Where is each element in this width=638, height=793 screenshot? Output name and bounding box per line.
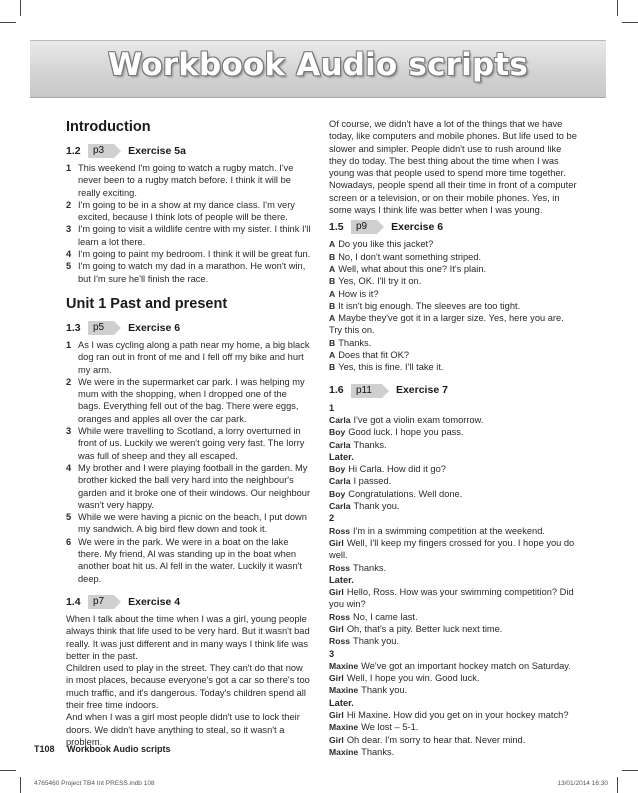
speaker-name: Ross: [329, 562, 351, 573]
speaker-name: Maxine: [329, 685, 359, 696]
exercise-header: [329, 384, 579, 398]
dialogue-divider: 2: [329, 513, 335, 524]
dialogue-text: Thanks.: [353, 562, 387, 573]
dialogue-divider: Later.: [329, 697, 354, 708]
exercise-1-4: [66, 595, 311, 748]
exercise-label: Exercise 6: [128, 321, 181, 334]
dialogue-line: [329, 300, 579, 312]
paragraph: Children used to play in the street. They can't do that now in most places, because everyone's got a car so there's too much traffic, and it's dangerous. Today's children spend all their free time indoors.: [66, 663, 310, 710]
speaker-name: Ross: [329, 525, 351, 536]
paragraph: And when I was a girl most people didn't use to lock their doors. We didn't have anything to steal, so it wasn't a problem.: [66, 712, 300, 747]
footer-section: Workbook Audio scripts: [67, 744, 171, 754]
dialogue-text: I passed.: [353, 476, 392, 487]
exercise-1-2: [66, 144, 311, 285]
slug-file: 4765460 Project TB4 Int PRESS.indb 108: [34, 780, 155, 787]
item-number: 3: [66, 426, 72, 437]
dialogue-text: Yes, OK. I'll try it on.: [338, 276, 422, 287]
page-tag: p11: [351, 384, 382, 398]
dialogue-text: I've got a violin exam tomorrow.: [353, 414, 484, 425]
dialogue-line: [329, 500, 579, 512]
speaker-name: Carla: [329, 476, 351, 487]
speaker-name: Maxine: [329, 746, 359, 757]
exercise-header: [66, 144, 311, 158]
speaker-name: A: [329, 350, 336, 361]
dialogue-text: We've got an important hockey match on Saturday.: [361, 660, 571, 671]
crop-mark: [617, 0, 618, 16]
dialogue-text: Maybe they've got it in a larger size. Yes, here you are. Try this on.: [329, 313, 564, 336]
item-number: 3: [66, 224, 72, 235]
dialogue-text: Good luck. I hope you pass.: [348, 427, 464, 438]
continued-paragraph: Of course, we didn't have a lot of the things that we have today, like computers and mobile phones. But life used to be slower and simpler. People didn't use to rush around like they do today. The best thing about the time when I was young was that people used to spend more time together. Nowadays, people spend all their time in front of a computer screen or a television, or on their mobile phones. Yes, in some ways I think life was better when I was young.: [329, 119, 577, 216]
slug-date: 13/01/2014 16:30: [557, 780, 608, 787]
speaker-name: Carla: [329, 501, 351, 512]
speaker-name: Girl: [329, 537, 344, 548]
track-number: 1.3: [66, 321, 81, 334]
speaker-name: Girl: [329, 710, 344, 721]
dialogue-text: Hi Carla. How did it go?: [348, 464, 446, 475]
track-number: 1.6: [329, 384, 344, 397]
dialogue-text: Hi Maxine. How did you get on in your hockey match?: [346, 710, 569, 721]
title-banner: [30, 40, 606, 98]
dialogue-text: No, I came last.: [353, 611, 418, 622]
dialogue-divider: Later.: [329, 574, 354, 585]
dialogue-line: [329, 288, 579, 300]
page-footer: [34, 744, 171, 754]
dialogue-text: Thank you.: [353, 636, 400, 647]
list-item: [66, 223, 311, 248]
left-column: [66, 118, 311, 758]
item-number: 6: [66, 536, 72, 547]
dialogue-text: Thank you.: [361, 685, 408, 696]
page-tag: p7: [88, 595, 114, 609]
dialogue-text: It isn't big enough. The sleeves are too tight.: [338, 300, 521, 311]
speaker-name: B: [329, 362, 336, 373]
dialogue-text: How is it?: [338, 288, 379, 299]
paragraph: When I talk about the time when I was a girl, young people always think that life used to be very hard. But it wasn't bad really. It was just different and in many ways I think life was better in the past.: [66, 613, 310, 661]
crop-mark: [0, 22, 16, 23]
speaker-name: Boy: [329, 427, 346, 438]
dialogue-line: [329, 349, 579, 361]
crop-mark: [0, 770, 16, 771]
dialogue-divider: 3: [329, 648, 335, 659]
dialogue-text: We lost – 5-1.: [361, 722, 419, 733]
page-number: T108: [34, 744, 55, 754]
dialogue-text: Oh dear. I'm sorry to hear that. Never mind.: [346, 734, 526, 745]
crop-mark: [20, 777, 21, 793]
exercise-label: Exercise 4: [128, 595, 181, 608]
speaker-name: A: [329, 263, 336, 274]
dialogue-text: Oh, that's a pity. Better luck next time.: [346, 623, 503, 634]
dialogue-line: [329, 414, 579, 426]
numbered-list: [66, 162, 311, 285]
list-item: [66, 339, 311, 376]
print-slug: [34, 780, 608, 787]
dialogue-text: Congratulations. Well done.: [348, 488, 463, 499]
list-item: [66, 199, 311, 224]
dialogue-text: Well, I hope you win. Good luck.: [346, 673, 480, 684]
exercise-label: Exercise 7: [395, 384, 448, 397]
list-item: [66, 162, 311, 199]
speaker-name: B: [329, 251, 336, 262]
dialogue-divider: 1: [329, 402, 335, 413]
dialogue-line: [329, 463, 579, 475]
dialogue-text: Thanks.: [338, 337, 372, 348]
dialogue-line: [329, 238, 579, 250]
track-number: 1.2: [66, 144, 81, 157]
speaker-name: Ross: [329, 636, 351, 647]
dialogue-line: [329, 263, 579, 275]
page-title: Workbook Audio scripts: [107, 47, 529, 83]
dialogue-text: Thank you.: [353, 501, 400, 512]
track-number: 1.5: [329, 221, 344, 234]
list-item: [66, 425, 311, 462]
dialogue-line: [329, 709, 579, 721]
speaker-name: Girl: [329, 623, 344, 634]
speaker-name: Boy: [329, 464, 346, 475]
list-item: [66, 462, 311, 511]
item-text: As I was cycling along a path near my home, a big black dog ran out in front of me and I fell off my bike and hurt my arm.: [78, 339, 310, 375]
list-item: [66, 260, 311, 285]
item-text: While we were having a picnic on the beach, I put down my sandwich. A big bird flew down and took it.: [78, 512, 307, 535]
speaker-name: Maxine: [329, 722, 359, 733]
list-item: [66, 536, 311, 585]
dialogue-line: [329, 275, 579, 287]
item-text: We were in the supermarket car park. I was helping my mum with the shopping, when I dropped one of the bags. Everything fell out of the bag. There were eggs, oranges and apples all over the car park.: [78, 376, 305, 424]
exercise-label: Exercise 5a: [128, 144, 186, 157]
crop-mark: [622, 22, 638, 23]
right-column: [329, 118, 579, 768]
dialogue-line: [329, 251, 579, 263]
item-text: My brother and I were playing football in the garden. My brother kicked the ball very hard into the neighbour's garden and it broke one of their windows. Our neighbour wasn't very happy.: [78, 462, 311, 510]
dialogue-line: [329, 475, 579, 487]
exercise-label: Exercise 6: [391, 221, 444, 234]
dialogue-text: No, I don't want something striped.: [338, 251, 482, 262]
page-tag: p5: [88, 321, 114, 335]
dialogue: [329, 402, 579, 759]
dialogue-text: Well, what about this one? It's plain.: [338, 263, 487, 274]
dialogue-line: [329, 312, 579, 337]
item-number: 2: [66, 376, 72, 387]
item-text: I'm going to watch my dad in a marathon. He won't win, but I'm sure he'll finish the race.: [78, 261, 306, 284]
page-tag: p3: [88, 144, 114, 158]
item-number: 5: [66, 261, 72, 272]
speaker-name: Girl: [329, 734, 344, 745]
speaker-name: Carla: [329, 439, 351, 450]
speaker-name: B: [329, 276, 336, 287]
crop-mark: [617, 777, 618, 793]
dialogue-line: [329, 684, 579, 696]
dialogue-text: Thanks.: [361, 746, 395, 757]
list-item: [66, 376, 311, 425]
dialogue-text: I'm in a swimming competition at the weekend.: [353, 525, 545, 536]
dialogue-text: Well, I'll keep my fingers crossed for you. I hope you do well.: [329, 537, 575, 561]
list-item: [66, 248, 311, 260]
exercise-header: [66, 595, 311, 609]
exercise-1-6: [329, 384, 579, 759]
dialogue-line: [329, 746, 579, 758]
speaker-name: Carla: [329, 414, 351, 425]
speaker-name: Girl: [329, 587, 344, 598]
speaker-name: A: [329, 239, 336, 250]
dialogue-line: [329, 734, 579, 746]
item-number: 5: [66, 512, 72, 523]
exercise-header: [329, 220, 579, 234]
item-text: While were travelling to Scotland, a lorry overturned in front of us. Luckily we weren't going very fast. The lorry was full of sheep and they all escaped.: [78, 426, 305, 461]
dialogue-line: [329, 635, 579, 647]
item-number: 1: [66, 339, 72, 350]
exercise-1-5: [329, 220, 579, 373]
dialogue-line: [329, 439, 579, 451]
dialogue-line: [329, 672, 579, 684]
dialogue: [329, 238, 579, 373]
speaker-name: Boy: [329, 488, 346, 499]
dialogue-line: [329, 361, 579, 373]
speaker-name: Ross: [329, 611, 351, 622]
speaker-name: A: [329, 313, 336, 324]
numbered-list: [66, 339, 311, 585]
item-number: 1: [66, 163, 72, 173]
section-heading-introduction: Introduction: [66, 119, 151, 135]
page-tag: p9: [351, 220, 377, 234]
speaker-name: Maxine: [329, 660, 359, 671]
dialogue-divider: Later.: [329, 451, 354, 462]
dialogue-line: [329, 721, 579, 733]
crop-mark: [20, 0, 21, 16]
dialogue-line: [329, 426, 579, 438]
dialogue-text: Thanks.: [353, 439, 387, 450]
dialogue-text: Hello, Ross. How was your swimming competition? Did you win?: [329, 587, 574, 610]
speaker-name: A: [329, 288, 336, 299]
exercise-text: [66, 613, 311, 748]
dialogue-line: [329, 537, 579, 562]
dialogue-line: [329, 525, 579, 537]
dialogue-line: [329, 623, 579, 635]
item-text: I'm going to visit a wildlife centre with my sister. I think I'll learn a lot there.: [78, 224, 311, 247]
item-text: I'm going to paint my bedroom. I think it will be great fun.: [78, 249, 311, 260]
speaker-name: B: [329, 337, 336, 348]
dialogue-line: [329, 488, 579, 500]
item-text: We were in the park. We were in a boat on the lake there. My friend, Al was standing up in the boat when another boat hit us. Al fell in the water. Luckily it wasn't deep.: [78, 536, 302, 584]
crop-mark: [622, 770, 638, 771]
item-text: This weekend I'm going to watch a rugby match. I've never been to a rugby match before. I think it will be really exciting.: [78, 163, 294, 198]
dialogue-line: [329, 660, 579, 672]
list-item: [66, 511, 311, 536]
dialogue-line: [329, 562, 579, 574]
item-number: 4: [66, 249, 72, 260]
dialogue-line: [329, 611, 579, 623]
dialogue-line: [329, 586, 579, 611]
exercise-1-3: [66, 321, 311, 585]
item-text: I'm going to be in a show at my dance class. I'm very excited, because I think lots of people will be there.: [78, 199, 295, 223]
exercise-header: [66, 321, 311, 335]
dialogue-text: Does that fit OK?: [338, 350, 410, 361]
dialogue-text: Yes, this is fine. I'll take it.: [338, 362, 444, 373]
section-heading-unit-1: Unit 1 Past and present: [66, 295, 228, 312]
speaker-name: B: [329, 300, 336, 311]
track-number: 1.4: [66, 595, 81, 608]
dialogue-line: [329, 337, 579, 349]
item-number: 4: [66, 462, 72, 473]
speaker-name: Girl: [329, 673, 344, 684]
item-number: 2: [66, 199, 72, 210]
dialogue-text: Do you like this jacket?: [338, 239, 434, 250]
